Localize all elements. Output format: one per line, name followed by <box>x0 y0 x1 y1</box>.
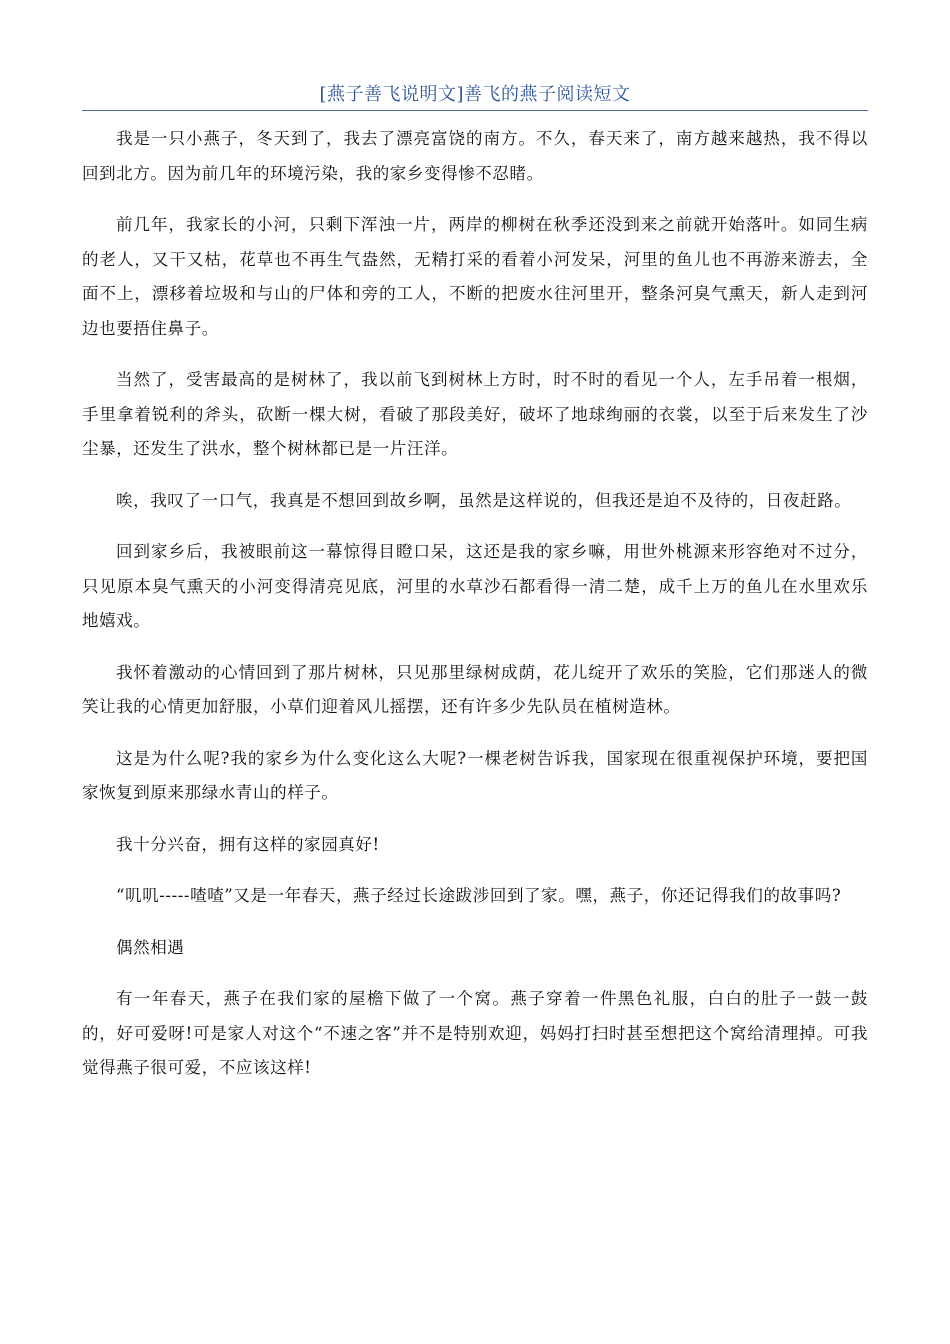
document-body <box>82 122 868 1103</box>
page-header <box>82 80 868 111</box>
paragraph-4: 唉，我叹了一口气，我真是不想回到故乡啊，虽然是这样说的，但我还是迫不及待的，日夜赶路。 <box>116 490 852 510</box>
paragraph-5: 回到家乡后，我被眼前这一幕惊得目瞪口呆，这还是我的家乡嘛，用世外桃源来形容绝对不过分，只见原本臭气熏天的小河变得清亮见底，河里的水草沙石都看得一清二楚，成千上万的鱼儿在水里欢乐地嬉戏。 <box>82 542 868 630</box>
paragraph-10: 有一年春天，燕子在我们家的屋檐下做了一个窝。燕子穿着一件黑色礼服，白白的肚子一鼓一鼓的，好可爱呀!可是家人对这个“不速之客”并不是特别欢迎，妈妈打扫时甚至想把这个窝给清理掉。可我觉得燕子很可爱，不应该这样! <box>82 989 868 1077</box>
paragraph-1: 我是一只小燕子，冬天到了，我去了漂亮富饶的南方。不久，春天来了，南方越来越热，我不得以回到北方。因为前几年的环境污染，我的家乡变得惨不忍睹。 <box>82 129 868 183</box>
paragraph-9: “叽叽-----喳喳”又是一年春天，燕子经过长途跋涉回到了家。嘿，燕子，你还记得我们的故事吗? <box>116 886 842 905</box>
page-title: [燕子善飞说明文]善飞的燕子阅读短文 <box>319 84 631 105</box>
paragraph-7: 这是为什么呢?我的家乡为什么变化这么大呢?一棵老树告诉我，国家现在很重视保护环境，要把国家恢复到原来那绿水青山的样子。 <box>82 748 868 802</box>
paragraph-6: 我怀着激动的心情回到了那片树林，只见那里绿树成荫，花儿绽开了欢乐的笑脸，它们那迷人的微笑让我的心情更加舒服，小草们迎着风儿摇摆，还有许多少先队员在植树造林。 <box>82 662 868 716</box>
paragraph-8: 我十分兴奋，拥有这样的家园真好! <box>116 834 380 854</box>
section-heading: 偶然相遇 <box>116 937 185 957</box>
paragraph-3: 当然了，受害最高的是树林了，我以前飞到树林上方时，时不时的看见一个人，左手吊着一根烟，手里拿着锐利的斧头，砍断一棵大树，看破了那段美好，破坏了地球绚丽的衣裳，以至于后来发生了沙尘暴，还发生了洪水，整个树林都已是一片汪洋。 <box>82 370 868 458</box>
paragraph-2: 前几年，我家长的小河，只剩下浑浊一片，两岸的柳树在秋季还没到来之前就开始落叶。如同生病的老人，又干又枯，花草也不再生气盎然，无精打采的看着小河发呆，河里的鱼儿也不再游来游去，全面不上，漂移着垃圾和与山的尸体和旁的工人，不断的把废水往河里开，整条河臭气熏天，新人走到河边也要捂住鼻子。 <box>82 215 868 338</box>
